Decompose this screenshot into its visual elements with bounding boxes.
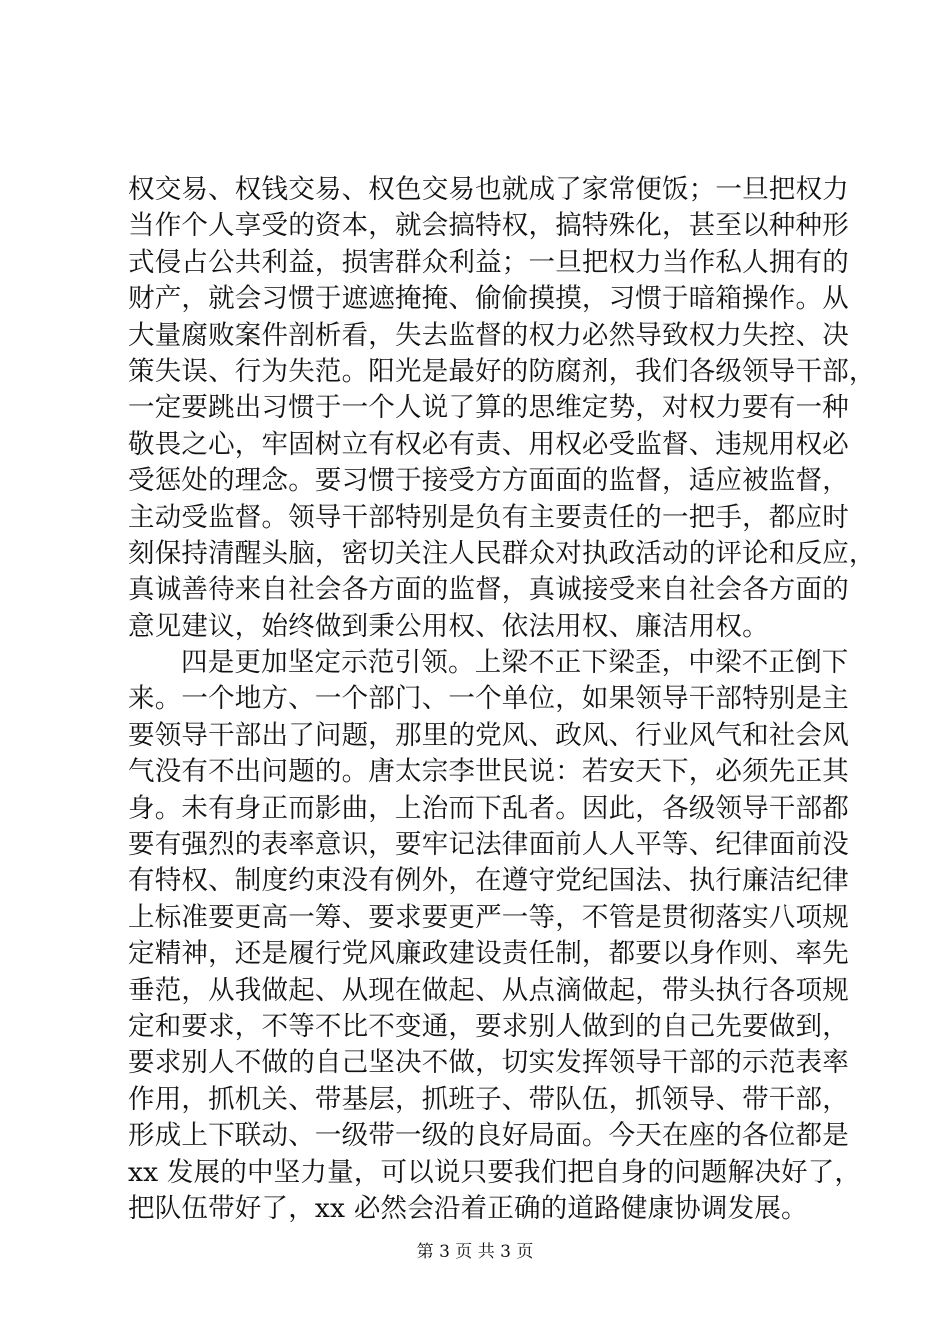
text-line: 要有强烈的表率意识，要牢记法律面前人人平等、纪律面前没 (128, 829, 849, 861)
text-line: 定和要求，不等不比不变通，要求别人做到的自己先要做到， (128, 1010, 849, 1042)
text-line: 主动受监督。领导干部特别是负有主要责任的一把手，都应时 (128, 501, 849, 533)
text-line: 刻保持清醒头脑，密切关注人民群众对执政活动的评论和反应， (128, 537, 876, 569)
text-line: 垂范，从我做起、从现在做起、从点滴做起，带头执行各项规 (128, 974, 849, 1006)
text-line: 形成上下联动、一级带一级的良好局面。今天在座的各位都是 (128, 1120, 849, 1152)
text-line: 财产，就会习惯于遮遮掩掩、偷偷摸摸，习惯于暗箱操作。从 (128, 283, 849, 315)
text-line: 要领导干部出了问题，那里的党风、政风、行业风气和社会风 (128, 719, 849, 751)
text-line: xx 发展的中坚力量，可以说只要我们把自身的问题解决好了， (128, 1156, 862, 1188)
text-line: 一定要跳出习惯于一个人说了算的思维定势，对权力要有一种 (128, 392, 849, 424)
text-line: 受惩处的理念。要习惯于接受方方面面的监督，适应被监督， (128, 465, 849, 497)
text-line: 定精神，还是履行党风廉政建设责任制，都要以身作则、率先 (128, 938, 849, 970)
text-line: 意见建议，始终做到秉公用权、依法用权、廉洁用权。 (128, 610, 769, 642)
text-line: 气没有不出问题的。唐太宗李世民说：若安天下，必须先正其 (128, 756, 849, 788)
text-line: 来。一个地方、一个部门、一个单位，如果领导干部特别是主 (128, 683, 849, 715)
text-line: 把队伍带好了，xx 必然会沿着正确的道路健康协调发展。 (128, 1192, 808, 1224)
page-footer: 第 3 页 共 3 页 (416, 1242, 534, 1262)
body-text (128, 172, 876, 1227)
text-line: 有特权、制度约束没有例外，在遵守党纪国法、执行廉洁纪律 (128, 865, 849, 897)
text-line: 权交易、权钱交易、权色交易也就成了家常便饭；一旦把权力 (128, 174, 849, 205)
text-line: 策失误、行为失范。阳光是最好的防腐剂，我们各级领导干部， (128, 355, 876, 387)
text-line: 身。未有身正而影曲，上治而下乱者。因此，各级领导干部都 (128, 792, 849, 824)
text-line: 当作个人享受的资本，就会搞特权，搞特殊化，甚至以种种形 (128, 210, 849, 242)
text-line: 上标准要更高一筹、要求要更严一等，不管是贯彻落实八项规 (128, 901, 849, 933)
text-line: 式侵占公共利益，损害群众利益；一旦把权力当作私人拥有的 (128, 246, 849, 278)
text-line: 敬畏之心，牢固树立有权必有责、用权必受监督、违规用权必 (128, 428, 849, 460)
text-line: 真诚善待来自社会各方面的监督，真诚接受来自社会各方面的 (128, 574, 849, 606)
text-line: 大量腐败案件剖析看，失去监督的权力必然导致权力失控、决 (128, 319, 849, 351)
paragraph-first-line: 四是更加坚定示范引领。上梁不正下梁歪，中梁不正倒下 (181, 647, 849, 679)
text-line: 作用，抓机关、带基层，抓班子、带队伍，抓领导、带干部， (128, 1083, 849, 1115)
text-line: 要求别人不做的自己坚决不做，切实发挥领导干部的示范表率 (128, 1047, 849, 1079)
